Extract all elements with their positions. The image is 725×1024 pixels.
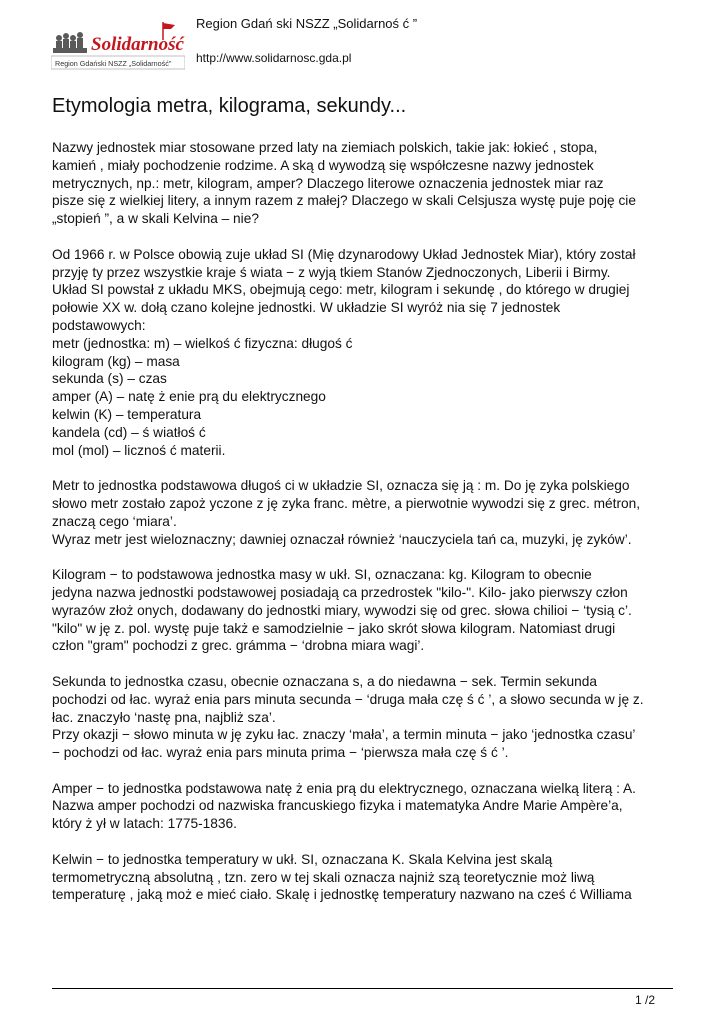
paragraph xyxy=(52,477,702,548)
text-line: Kelwin − to jednostka temperatury w ukł. SI, oznaczana K. Skala Kelvina jest skalą xyxy=(52,851,553,867)
text-line: kilogram (kg) – masa xyxy=(52,353,180,369)
paragraph-gap xyxy=(52,228,702,246)
text-line: Sekunda to jednostka czasu, obecnie oznaczana s, a do niedawna − sek. Termin sekunda xyxy=(52,673,597,689)
svg-text:Region Gdański NSZZ „Solidarno: Region Gdański NSZZ „Solidarność" xyxy=(55,59,172,68)
text-line: sekunda (s) – czas xyxy=(52,371,167,387)
paragraph-gap xyxy=(52,762,702,780)
text-line: pisze się z wielkiej litery, a innym razem z małej? Dlaczego w skali Celsjusza wystę puje poję cie xyxy=(52,193,636,209)
article-body xyxy=(52,139,702,904)
paragraph xyxy=(52,139,702,228)
text-line: mol (mol) – licznoś ć materii. xyxy=(52,442,226,458)
solidarnosc-logo xyxy=(51,20,185,70)
text-line: słowo metr zostało zapoż yczone z ję zyka franc. mètre, a pierwotnie wywodzi się z grec. métron, xyxy=(52,495,641,511)
text-line: − pochodzi od łac. wyraż enia pars minuta prima − ‘pierwsza mała czę ś ć ’. xyxy=(52,745,509,761)
text-line: Wyraz metr jest wieloznaczny; dawniej oznaczał również ‘nauczyciela tań ca, muzyki, ję zyków’. xyxy=(52,531,632,547)
text-line: Metr to jednostka podstawowa długoś ci w układzie SI, oznacza się ją : m. Do ję zyka polskiego xyxy=(52,478,630,494)
text-line: temperaturę , jaką moż e mieć ciało. Skalę i jednostkę temperatury nazwano na cześ ć Williama xyxy=(52,887,632,903)
article-title: Etymologia metra, kilograma, sekundy... xyxy=(52,95,407,117)
text-line: metr (jednostka: m) – wielkoś ć fizyczna: długoś ć xyxy=(52,335,353,351)
text-line: kandela (cd) – ś wiatłoś ć xyxy=(52,424,206,440)
text-line: jedyna nazwa jednostki podstawowej posiadają ca przedrostek "kilo-". Kilo- jako pierwszy człon xyxy=(52,584,628,600)
text-line: przyję ty przez wszystkie kraje ś wiata − z wyją tkiem Stanów Zjednoczonych, Liberii i Birmy. xyxy=(52,264,611,280)
text-line: który ż ył w latach: 1775-1836. xyxy=(52,816,237,832)
text-line: amper (A) – natę ż enie prą du elektrycznego xyxy=(52,389,326,405)
paragraph xyxy=(52,246,702,460)
header-title: Region Gdań ski NSZZ „Solidarnoś ć ” xyxy=(196,16,418,31)
text-line: metrycznych, np.: metr, kilogram, amper? Dlaczego literowe oznaczenia jednostek miar raz xyxy=(52,175,604,191)
text-line: wyrazów złoż onych, dodawany do jednostki miary, wywodzi się od grec. słowa chilioi − ‘tysią c’. xyxy=(52,602,632,618)
text-line: znaczą cego ‘miara’. xyxy=(52,513,177,529)
text-line: Nazwy jednostek miar stosowane przed laty na ziemiach polskich, takie jak: łokieć , stopa, xyxy=(52,140,598,155)
footer-divider xyxy=(52,988,673,989)
text-line: Nazwa amper pochodzi od nazwiska francuskiego fizyka i matematyka Andre Marie Ampère’a, xyxy=(52,798,623,814)
text-line: Kilogram − to podstawowa jednostka masy w ukł. SI, oznaczana: kg. Kilogram to obecnie xyxy=(52,567,592,583)
text-line: łac. znaczyło ‘nastę pna, najbliż sza’. xyxy=(52,709,276,725)
paragraph xyxy=(52,673,702,762)
text-line: Układ SI powstał z układu MKS, obejmują cego: metr, kilogram i sekundę , do którego w drugiej xyxy=(52,282,630,298)
page-number: 1 /2 xyxy=(634,993,655,1007)
paragraph-gap xyxy=(52,548,702,566)
paragraph-gap xyxy=(52,459,702,477)
text-line: „stopień ”, a w skali Kelvina – nie? xyxy=(52,211,259,227)
header-url-link[interactable]: http://www.solidarnosc.gda.pl xyxy=(196,51,352,65)
text-line: Amper − to jednostka podstawowa natę ż enia prą du elektrycznego, oznaczana wielką literą : A. xyxy=(52,780,636,796)
paragraph xyxy=(52,780,702,833)
paragraph xyxy=(52,851,702,904)
svg-text:Solidarność: Solidarność xyxy=(91,34,184,55)
text-line: termometryczną absolutną , tzn. zero w tej skali oznacza najniż szą teoretycznie moż liwą xyxy=(52,869,595,885)
text-line: pochodzi od łac. wyraż enia pars minuta secunda − ‘druga mała czę ś ć ’, a słowo secunda w ję z. xyxy=(52,691,644,707)
text-line: człon "gram" pochodzi z grec. grámma − ‘drobna miara wagi’. xyxy=(52,638,425,654)
paragraph-gap xyxy=(52,655,702,673)
text-line: połowie XX w. dołą czano kolejne jednostki. W układzie SI wyróż nia się 7 jednostek xyxy=(52,300,561,316)
text-line: kamień , miały pochodzenie rodzime. A ską d wywodzą się współczesne nazwy jednostek xyxy=(52,157,594,173)
text-line: Od 1966 r. w Polsce obowią zuje układ SI (Mię dzynarodowy Układ Jednostek Miar), który został xyxy=(52,246,636,262)
text-line: podstawowych: xyxy=(52,317,146,333)
text-line: kelwin (K) – temperatura xyxy=(52,406,202,422)
text-line: "kilo" w ję z. pol. wystę puje takż e samodzielnie − jako skrót słowa kilogram. Natomiast drugi xyxy=(52,620,616,636)
paragraph-gap xyxy=(52,833,702,851)
text-line: Przy okazji − słowo minuta w ję zyku łac. znaczy ‘mała’, a termin minuta − jako ‘jednostka czasu’ xyxy=(52,727,636,743)
paragraph xyxy=(52,566,702,655)
